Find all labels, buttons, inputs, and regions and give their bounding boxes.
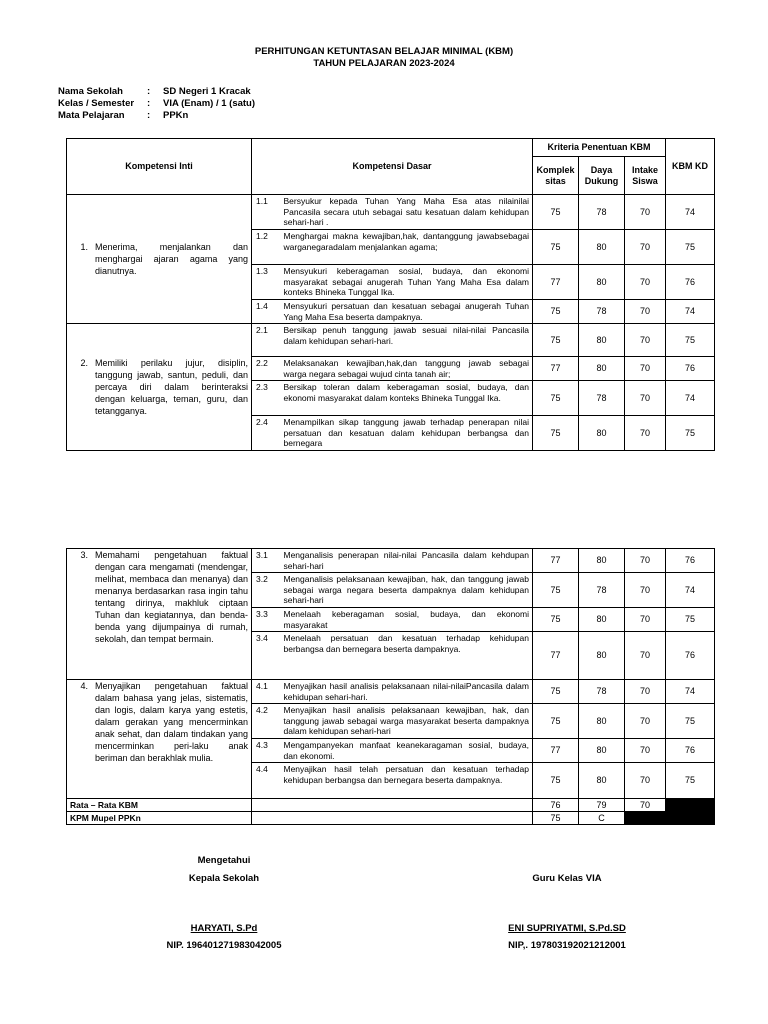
ki-number: 1.	[80, 242, 88, 252]
guru-kelas-nip: NIP,. 197803192021212001	[508, 940, 626, 951]
info-value: VIA (Enam) / 1 (satu)	[163, 98, 256, 109]
ki-text: Memiliki perilaku jujur, disiplin, tanggung jawab, santun, peduli, dan percaya diri dalam berinteraksi dengan keluarga, teman, guru, dan tetangganya.	[95, 358, 248, 416]
kd-intake: 70	[625, 300, 666, 324]
info-value: SD Negeri 1 Kracak	[163, 86, 251, 97]
header-daya-dukung: Daya Dukung	[579, 157, 625, 195]
kd-text: Menganalisis penerapan nilai-nilai Pancasila dalam kehdupan sehari-hari	[281, 549, 533, 573]
kd-kompleksitas: 77	[533, 549, 579, 573]
kd-intake: 70	[625, 763, 666, 799]
kd-number: 2.3	[252, 381, 281, 416]
kd-daya-dukung: 78	[579, 680, 625, 704]
kd-intake: 70	[625, 739, 666, 763]
kd-daya-dukung: 78	[579, 381, 625, 416]
kd-daya-dukung: 80	[579, 608, 625, 632]
kd-text: Bersikap penuh tanggung jawab sesuai nilai-nilai Pancasila dalam kehidupan sehari-hari.	[281, 324, 533, 357]
kd-daya-dukung: 80	[579, 549, 625, 573]
kd-number: 3.4	[252, 632, 281, 680]
kd-daya-dukung: 80	[579, 763, 625, 799]
kd-kompleksitas: 75	[533, 704, 579, 739]
kd-text: Bersikap toleran dalam keberagaman sosial, budaya, dan ekonomi masyarakat dalam konteks Bhineka Tunggal Ika.	[281, 381, 533, 416]
kd-kompleksitas: 75	[533, 763, 579, 799]
kd-intake: 70	[625, 704, 666, 739]
kd-intake: 70	[625, 680, 666, 704]
info-label: Nama Sekolah	[58, 86, 123, 97]
mengetahui-label: Mengetahui	[197, 855, 251, 866]
kd-daya-dukung: 80	[579, 265, 625, 300]
kd-daya-dukung: 80	[579, 416, 625, 451]
kd-number: 1.4	[252, 300, 281, 324]
kd-kbm: 75	[666, 324, 715, 357]
kd-number: 4.2	[252, 704, 281, 739]
kd-daya-dukung: 80	[579, 324, 625, 357]
kd-text: Menghargai makna kewajiban,hak, dantanggung jawabsebagai warganegaradalam menjalankan agama;	[281, 230, 533, 265]
kd-number: 3.2	[252, 573, 281, 608]
header-kompetensi-inti: Kompetensi Inti	[67, 139, 252, 195]
kd-daya-dukung: 80	[579, 357, 625, 381]
kd-daya-dukung: 80	[579, 704, 625, 739]
document-subtitle: TAHUN PELAJARAN 2023-2024	[313, 58, 455, 69]
rata-kbm-blackout	[666, 799, 715, 812]
kd-text: Menyajikan hasil analisis pelaksanaan nilai-nilaiPancasila dalam kehidupan sehari-hari.	[281, 680, 533, 704]
info-colon: :	[147, 110, 151, 121]
rata-kompleksitas: 76	[533, 799, 579, 812]
kd-number: 3.1	[252, 549, 281, 573]
kd-number: 4.3	[252, 739, 281, 763]
kd-kompleksitas: 75	[533, 230, 579, 265]
kd-intake: 70	[625, 357, 666, 381]
kd-intake: 70	[625, 549, 666, 573]
rata-intake: 70	[625, 799, 666, 812]
kd-daya-dukung: 80	[579, 632, 625, 680]
kd-text: Menelaah keberagaman sosial, budaya, dan ekonomi masyarakat	[281, 608, 533, 632]
kd-text: Menampilkan sikap tanggung jawab terhadap penerapan nilai persatuan dan kesatuan dalam kehidupan berbangsa dan bernegara	[281, 416, 533, 451]
ki-number: 2.	[80, 358, 88, 368]
kd-number: 3.3	[252, 608, 281, 632]
kd-intake: 70	[625, 381, 666, 416]
ki-cell-2	[67, 324, 252, 451]
rata-daya-dukung: 79	[579, 799, 625, 812]
kd-daya-dukung: 80	[579, 739, 625, 763]
kd-number: 2.2	[252, 357, 281, 381]
ki-cell-1	[67, 195, 252, 324]
kd-kompleksitas: 77	[533, 357, 579, 381]
kd-kbm: 76	[666, 265, 715, 300]
kd-kompleksitas: 77	[533, 265, 579, 300]
kpm-empty	[252, 812, 533, 825]
kd-kompleksitas: 77	[533, 739, 579, 763]
kpm-blackout	[625, 812, 715, 825]
kd-kbm: 76	[666, 549, 715, 573]
kd-kbm: 76	[666, 357, 715, 381]
kd-text: Mensyukuri keberagaman sosial, budaya, dan ekonomi masyarakat sebagai anugerah Tuhan Yang Maha Esa dalam konteks Bhineka Tunggal Ika.	[281, 265, 533, 300]
kd-kompleksitas: 75	[533, 680, 579, 704]
kd-intake: 70	[625, 608, 666, 632]
kd-kbm: 75	[666, 416, 715, 451]
kd-kbm: 76	[666, 739, 715, 763]
ki-number: 4.	[80, 681, 88, 691]
kd-intake: 70	[625, 324, 666, 357]
kbm-table-part-2	[66, 548, 715, 825]
kd-number: 1.2	[252, 230, 281, 265]
kd-kbm: 74	[666, 680, 715, 704]
kbm-table-part-1	[66, 138, 715, 451]
kd-intake: 70	[625, 230, 666, 265]
kd-kbm: 74	[666, 573, 715, 608]
kd-kbm: 75	[666, 704, 715, 739]
kd-text: Mengampanyekan manfaat keanekaragaman sosial, budaya, dan ekonomi.	[281, 739, 533, 763]
ki-cell-3	[67, 549, 252, 680]
info-label: Kelas / Semester	[58, 98, 135, 109]
kd-kbm: 75	[666, 763, 715, 799]
rata-kbm-label: Rata – Rata KBM	[67, 799, 252, 812]
kepala-sekolah-nip: NIP. 196401271983042005	[166, 940, 282, 951]
rata-kbm-empty	[252, 799, 533, 812]
ki-text: Menerima, menjalankan dan menghargai ajaran agama yang dianutnya.	[95, 242, 248, 276]
kd-kompleksitas: 75	[533, 195, 579, 230]
kd-intake: 70	[625, 265, 666, 300]
kd-intake: 70	[625, 195, 666, 230]
document-title: PERHITUNGAN KETUNTASAN BELAJAR MINIMAL (KBM)	[254, 46, 514, 57]
kd-kompleksitas: 75	[533, 300, 579, 324]
kd-kompleksitas: 75	[533, 608, 579, 632]
guru-kelas-name: ENI SUPRIYATMI, S.Pd.SD	[508, 923, 626, 934]
kd-kbm: 74	[666, 195, 715, 230]
kd-kbm: 74	[666, 381, 715, 416]
info-value: PPKn	[163, 110, 189, 121]
kd-intake: 70	[625, 416, 666, 451]
kpm-label: KPM Mupel PPKn	[67, 812, 252, 825]
header-kompleksitas: Komplek sitas	[533, 157, 579, 195]
kd-kompleksitas: 75	[533, 416, 579, 451]
header-kbm-kd: KBM KD	[666, 139, 715, 195]
kd-text: Menelaah persatuan dan kesatuan terhadap kehidupan berbangsa dan bernegara beserta dampaknya.	[281, 632, 533, 680]
header-kompetensi-dasar: Kompetensi Dasar	[252, 139, 533, 195]
kpm-value: 75	[533, 812, 579, 825]
kd-number: 1.1	[252, 195, 281, 230]
kd-daya-dukung: 78	[579, 573, 625, 608]
kd-kbm: 75	[666, 230, 715, 265]
ki-number: 3.	[80, 550, 88, 560]
kepala-sekolah-name: HARYATI, S.Pd	[190, 923, 258, 934]
kd-daya-dukung: 80	[579, 230, 625, 265]
kd-number: 2.4	[252, 416, 281, 451]
info-colon: :	[147, 98, 151, 109]
kd-kbm: 74	[666, 300, 715, 324]
kd-number: 2.1	[252, 324, 281, 357]
header-intake-siswa: Intake Siswa	[625, 157, 666, 195]
kd-daya-dukung: 78	[579, 300, 625, 324]
kd-number: 4.4	[252, 763, 281, 799]
kd-text: Mensyukuri persatuan dan kesatuan sebagai anugerah Tuhan Yang Maha Esa beserta dampaknya.	[281, 300, 533, 324]
info-label: Mata Pelajaran	[58, 110, 125, 121]
kepala-sekolah-title: Kepala Sekolah	[188, 873, 260, 884]
kpm-grade: C	[579, 812, 625, 825]
kd-kompleksitas: 75	[533, 381, 579, 416]
kd-kompleksitas: 77	[533, 632, 579, 680]
ki-text: Memahami pengetahuan faktual dengan cara mengamati (mendengar, melihat, membaca dan menanya) dan menanya berdasarkan rasa ingin tahu tentang dirinya, makhluk ciptaan Tuhan dan kegiatannya, dan benda-benda yang dijumpainya di rumah, sekolah, dan tempat bermain.	[95, 550, 248, 644]
kd-text: Menyajikan hasil analisis pelaksanaan kewajiban, hak, dan tanggung jawab sebagai warga masyarakat beserta dampaknya dalam kehidupan sehari-hari	[281, 704, 533, 739]
info-colon: :	[147, 86, 151, 97]
kd-number: 1.3	[252, 265, 281, 300]
guru-kelas-title: Guru Kelas VIA	[532, 873, 602, 884]
kd-text: Menyajikan hasil telah persatuan dan kesatuan terhadap kehidupan berbangsa dan bernegara beserta dampaknya.	[281, 763, 533, 799]
kd-text: Menganalisis pelaksanaan kewajiban, hak, dan tanggung jawab sebagai warga negara beserta dampaknya dalam kehidupan sehari-hari	[281, 573, 533, 608]
kd-intake: 70	[625, 573, 666, 608]
kd-daya-dukung: 78	[579, 195, 625, 230]
kd-intake: 70	[625, 632, 666, 680]
kd-text: Melaksanakan kewajiban,hak,dan tanggung jawab sebagai warga negara sebagai wujud cinta tanah air;	[281, 357, 533, 381]
header-kriteria: Kriteria Penentuan KBM	[533, 139, 666, 157]
ki-cell-4	[67, 680, 252, 799]
kd-kompleksitas: 75	[533, 573, 579, 608]
kd-kompleksitas: 75	[533, 324, 579, 357]
kd-number: 4.1	[252, 680, 281, 704]
kd-text: Bersyukur kepada Tuhan Yang Maha Esa atas nilainilai Pancasila secara utuh sebagai satu kesatuan dalam kehidupan sehari-hari .	[281, 195, 533, 230]
kd-kbm: 76	[666, 632, 715, 680]
ki-text: Menyajikan pengetahuan faktual dalam bahasa yang jelas, sistematis, dan logis, dalam karya yang estetis, dalam gerakan yang mencerminkan anak sehat, dan dalam tindakan yang mencerminkan peri-laku anak beriman dan berakhlak mulia.	[95, 681, 248, 763]
kd-kbm: 75	[666, 608, 715, 632]
